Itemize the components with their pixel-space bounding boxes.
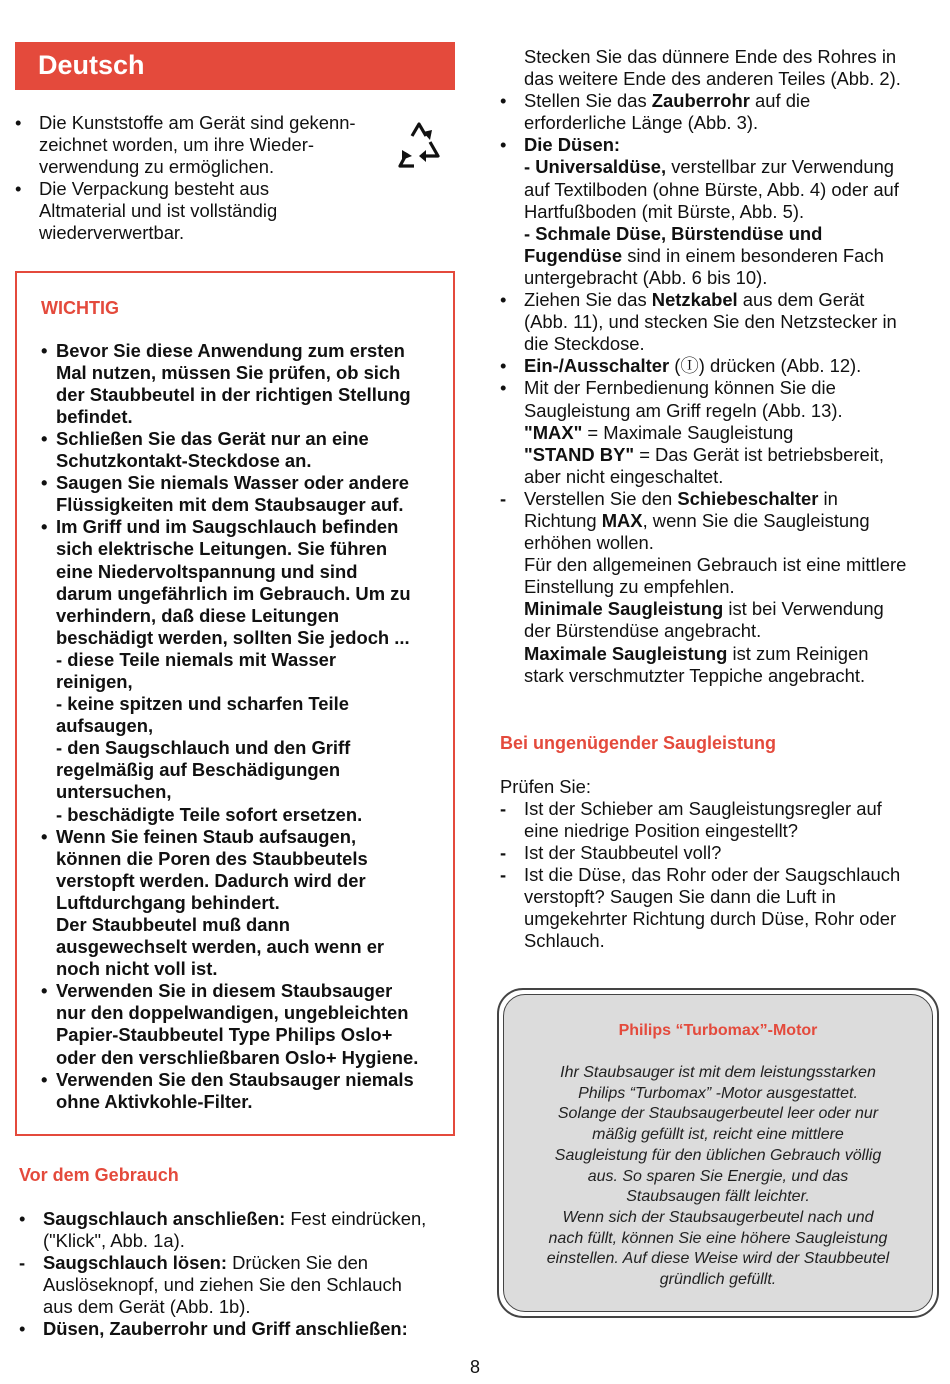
important-box <box>15 271 455 1136</box>
language-header: Deutsch <box>15 42 455 90</box>
list-item: • Wenn Sie feinen Staub aufsaugen, können die Poren des Staubbeutels verstopft werden. Dadurch wird der Luftdurchgang behindert. Der Staubbeutel muß dann ausgewechselt werden, auch wenn er noch nicht voll ist. <box>41 825 385 980</box>
list-item: • Saugschlauch anschließen: Fest eindrücken, ("Klick", Abb. 1a). <box>19 1207 427 1251</box>
list-item: • Verwenden Sie den Staubsauger niemals ohne Aktivkohle-Filter. <box>41 1068 414 1112</box>
section-title: Bei ungenügender Saugleistung <box>500 732 777 753</box>
section-title: Vor dem Gebrauch <box>19 1164 179 1185</box>
list-item: • Ein-/Ausschalter (Ⓘ) drücken (Abb. 12). <box>500 355 862 377</box>
list-item: • Stellen Sie das Zauberrohr auf die erforderliche Länge (Abb. 3). <box>500 90 811 134</box>
page-number: 8 <box>469 1357 480 1377</box>
list-item: - Ist der Schieber am Saugleistungsregler auf eine niedrige Position eingestellt? <box>500 797 882 841</box>
list-item: • Schließen Sie das Gerät nur an eine Schutzkontakt-Steckdose an. <box>41 427 369 472</box>
important-title: WICHTIG <box>41 297 119 318</box>
before-use-section <box>15 1164 455 1341</box>
list-item: • Die Kunststoffe am Gerät sind gekenn- zeichnet worden, um ihre Wieder- verwendung zu ermöglichen. <box>15 112 356 178</box>
list-item: • Die Düsen: - Universaldüse, verstellbar zur Verwendung auf Textilboden (ohne Bürste, Abb. 4) oder auf Hartfußboden (mit Bürste, Abb. 5). - Schmale Düse, Bürstendüse und Fugendüse sind in einem besonderen Fach untergebracht (Abb. 6 bis 10). <box>500 134 899 288</box>
list-item: - Saugschlauch lösen: Drücken Sie den Auslöseknopf, und ziehen Sie den Schlauch aus dem Gerät (Abb. 1b). <box>19 1251 402 1317</box>
list-item: • Saugen Sie niemals Wasser oder andere Flüssigkeiten mit dem Staubsauger auf. <box>41 472 409 516</box>
intro-section <box>15 112 455 245</box>
list-item: - Ist der Staubbeutel voll? <box>500 842 722 863</box>
left-column <box>15 42 455 1340</box>
turbomax-text: Ihr Staubsauger ist mit dem leistungsstarken Philips “Turbomax” -Motor ausgestattet. Solange der Staubsaugerbeutel leer oder nur mäßig gefüllt ist, reicht eine mittlere Saugleistung für den üblichen Gebrauch völlig aus. So sparen Sie Energie, und das Staubsaugen fällt leichter. Wenn sich der Staubsaugerbeutel nach und nach füllt, können Sie eine höhere Saugleistung einstellen. Auf diese Weise wird der Staubbeutel gründlich gefüllt. <box>546 1064 890 1289</box>
list-item: - Ist die Düse, das Rohr oder der Saugschlauch verstopft? Saugen Sie dann die Luft in umgekehrter Richtung durch Düse, Rohr oder Schlauch. <box>500 864 901 952</box>
turbomax-title: Philips “Turbomax”-Motor <box>618 1022 818 1039</box>
suction-section: Bei ungenügender Saugleistung Prüfen Sie: - Ist der Schieber am Saugleistungsregler auf eine niedrige Position eingestellt? - Ist der Staubbeutel voll? - Ist die Düse, das Rohr oder der Saugschlauch verstopft? Saugen Sie dann die Luft in umgekehrter Richtung durch Düse, Rohr oder Schlauch. <box>500 732 940 953</box>
list-item: • Verwenden Sie in diesem Staubsauger nur den doppelwandigen, ungebleichten Papier-Staubbeutel Type Philips Oslo+ oder den verschließbaren Oslo+ Hygiene. <box>41 980 419 1068</box>
list-item: • Bevor Sie diese Anwendung zum ersten Mal nutzen, müssen Sie prüfen, ob sich der Staubbeutel in der richtigen Stellung befindet. <box>41 339 411 427</box>
turbomax-box <box>497 988 939 1318</box>
recycle-icon <box>390 116 450 176</box>
list-item: • Die Verpackung besteht aus Altmaterial und ist vollständig wiederverwertbar. <box>15 178 278 244</box>
right-column: Stecken Sie das dünnere Ende des Rohres in das weitere Ende des anderen Teiles (Abb. 2). • Stellen Sie das Zauberrohr auf die erforderliche Länge (Abb. 3). • Die Düsen: - Universaldüse, verstellbar zur Verwendung auf Textilboden (ohne Bürste, Abb. 4) oder auf Hartfußboden (mit Bürste, Abb. 5). - Schmale Düse, Bürstendüse und Fugendüse sind in einem besonderen Fach untergebracht (Abb. 6 bis 10). • Ziehen Sie das Netzkabel aus dem Gerät (Abb. 11), und stecken Sie den Netzstecker in die Steckdose. • Ein-/Ausschalter (Ⓘ) drücken (Abb. 12). • Mit der Fernbedienung können Sie die Saugleistung am Griff regeln (Abb. 13). "MAX" = Maximale Saugleistung "STAND BY" = Das Gerät ist betriebsbereit, aber nicht eingeschaltet. - Verstellen Sie den Schiebeschalter in Richtung MAX, wenn Sie die Saugleistung erhöhen wollen. Für den allgemeinen Gebrauch ist eine mittlere Einstellung zu empfehlen. Minimale Saugleistung ist bei Verwendung der Bürstendüse angebracht. Maximale Saugleistung ist zum Reinigen stark verschmutzter Teppiche angebracht. Bei ungenügender Saugleistung Prüfen Sie: - Ist der Schieber am Saugleistungsregler auf eine niedrige Position eingestellt? - Ist der Staubbeutel voll? - Ist die Düse, das Rohr oder der Saugschlauch verstopft? Saugen Sie dann die Luft in umgekehrter Richtung durch Düse, Rohr oder Schlauch. <box>500 46 940 952</box>
list-item: • Im Griff und im Saugschlauch befinden sich elektrische Leitungen. Sie führen eine Niedervoltspannung und sind darum ungefährlich im Gebrauch. Um zu verhindern, daß diese Leitungen beschädigt werden, sollten Sie jedoch ... - diese Teile niemals mit Wasser reinigen, - keine spitzen und scharfen Teile aufsaugen, - den Saugschlauch und den Griff regelmäßig auf Beschädigungen untersuchen, - beschädigte Teile sofort ersetzen. <box>41 516 411 825</box>
list-item: • Düsen, Zauberrohr und Griff anschließen: <box>19 1318 408 1340</box>
list-item: • Ziehen Sie das Netzkabel aus dem Gerät (Abb. 11), und stecken Sie den Netzstecker in die Steckdose. <box>500 289 897 355</box>
list-item: - Verstellen Sie den Schiebeschalter in Richtung MAX, wenn Sie die Saugleistung erhöhen wollen. Für den allgemeinen Gebrauch ist eine mittlere Einstellung zu empfehlen. Minimale Saugleistung ist bei Verwendung der Bürstendüse angebracht. Maximale Saugleistung ist zum Reinigen stark verschmutzter Teppiche angebracht. <box>500 487 907 686</box>
list-item: • Mit der Fernbedienung können Sie die Saugleistung am Griff regeln (Abb. 13). "MAX" = Maximale Saugleistung "STAND BY" = Das Gerät ist betriebsbereit, aber nicht eingeschaltet. <box>500 377 884 487</box>
